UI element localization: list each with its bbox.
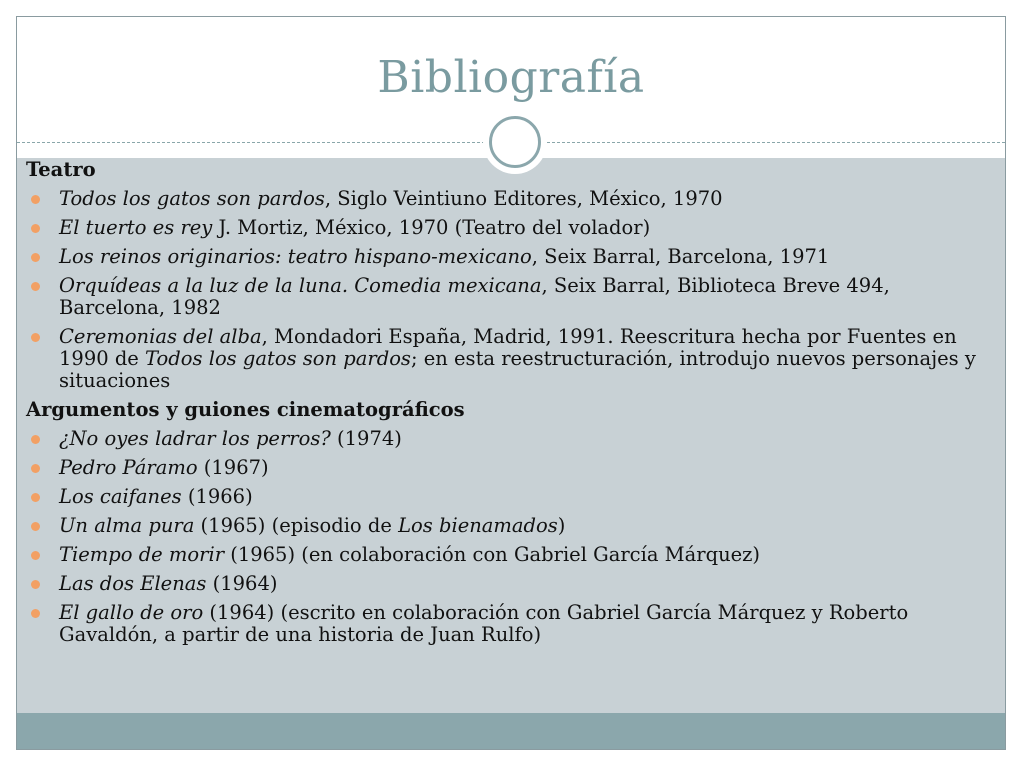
list-item: El tuerto es rey J. Mortiz, México, 1970 (Teatro del volador) bbox=[26, 217, 976, 239]
list-item: Las dos Elenas (1964) bbox=[26, 573, 976, 595]
list-item: Un alma pura (1965) (episodio de Los bienamados) bbox=[26, 515, 976, 537]
list-item: Ceremonias del alba, Mondadori España, Madrid, 1991. Reescritura hecha por Fuentes en 1990 de Todos los gatos son pardos; en esta reestructuración, introdujo nuevos personajes y situaciones bbox=[26, 326, 976, 392]
list-item: ¿No oyes ladrar los perros? (1974) bbox=[26, 428, 976, 450]
list-item: Todos los gatos son pardos, Siglo Veintiuno Editores, México, 1970 bbox=[26, 188, 976, 210]
teatro-list bbox=[26, 188, 976, 392]
list-item: Los caifanes (1966) bbox=[26, 486, 976, 508]
list-item: Tiempo de morir (1965) (en colaboración con Gabriel García Márquez) bbox=[26, 544, 976, 566]
list-item: Pedro Páramo (1967) bbox=[26, 457, 976, 479]
footer-bar bbox=[17, 713, 1005, 749]
section-heading-teatro: Teatro bbox=[26, 158, 96, 181]
list-item: Orquídeas a la luz de la luna. Comedia mexicana, Seix Barral, Biblioteca Breve 494, Barcelona, 1982 bbox=[26, 275, 976, 319]
list-item: El gallo de oro (1964) (escrito en colaboración con Gabriel García Márquez y Roberto Gavaldón, a partir de una historia de Juan Rulfo) bbox=[26, 602, 976, 646]
argumentos-list bbox=[26, 428, 976, 646]
slide-title: Bibliografía bbox=[377, 52, 645, 103]
bibliography-content bbox=[26, 159, 976, 653]
section-heading-argumentos: Argumentos y guiones cinematográficos bbox=[26, 398, 465, 421]
list-item: Los reinos originarios: teatro hispano-mexicano, Seix Barral, Barcelona, 1971 bbox=[26, 246, 976, 268]
